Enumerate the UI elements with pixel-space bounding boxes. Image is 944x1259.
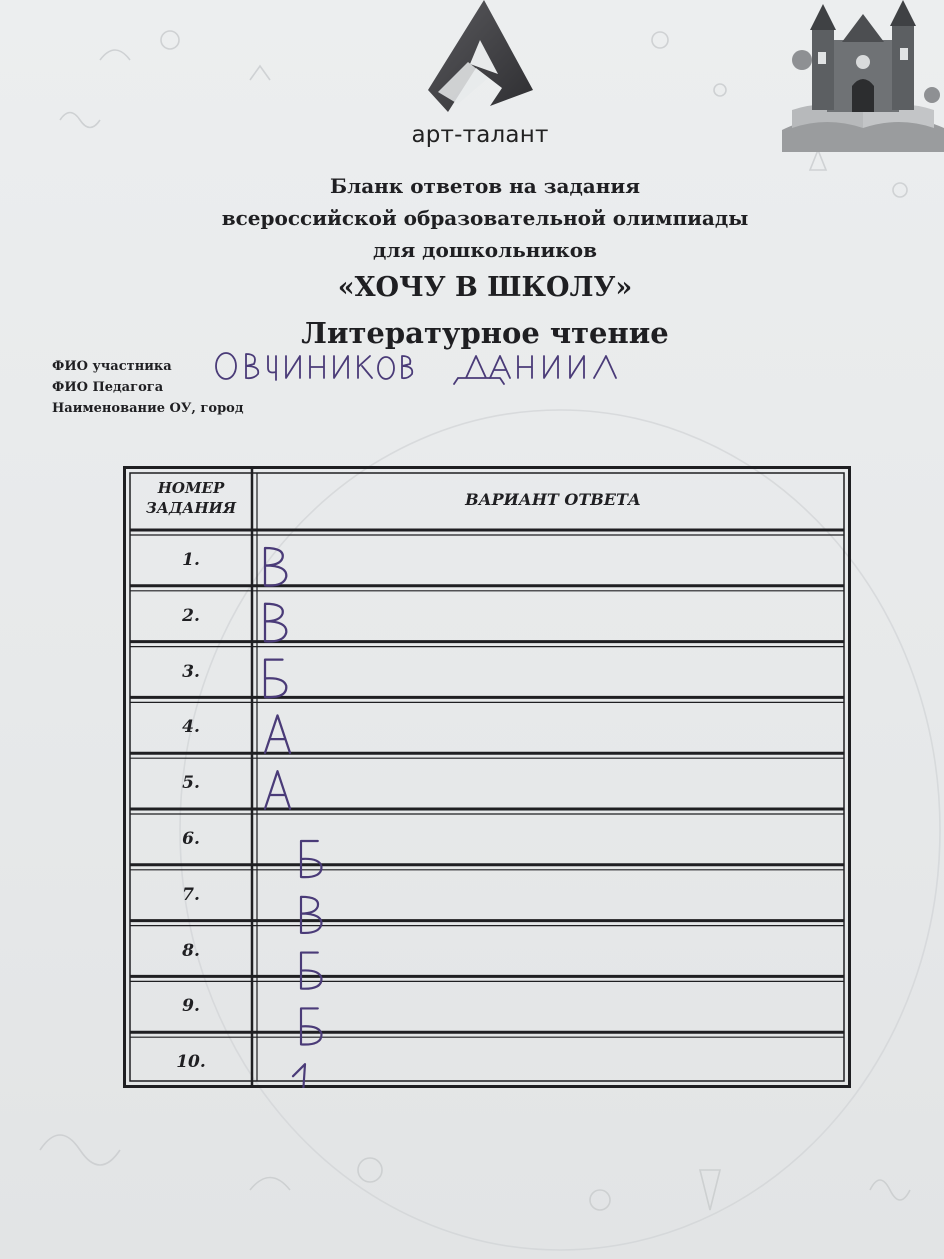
form-title-line-1: Бланк ответов на задания: [330, 174, 640, 198]
header-task-number: [130, 478, 252, 518]
task-number-9: 9.: [182, 996, 200, 1017]
header-answer-variant: ВАРИАНТ ОТВЕТА: [465, 490, 641, 509]
subject-title: Литературное чтение: [301, 316, 669, 350]
task-number-10: 10.: [176, 1052, 206, 1073]
task-number-8: 8.: [182, 940, 200, 961]
header-task-number-line-1: НОМЕР: [157, 479, 225, 497]
teacher-label: ФИО Педагога: [52, 380, 164, 395]
handwritten-answer-2: [265, 604, 286, 642]
task-number-1: 1.: [182, 550, 200, 570]
header-task-number-line-2: ЗАДАНИЯ: [145, 499, 237, 517]
task-number-3: 3.: [182, 661, 200, 682]
handwritten-answer-5: [265, 771, 290, 809]
form-title-line-2: всероссийской образовательной олимпиады: [221, 206, 749, 230]
school-label: Наименование ОУ, город: [52, 401, 244, 416]
castle-illustration: [782, 0, 944, 152]
task-number-4: 4.: [182, 717, 200, 738]
handwritten-answer-3: [265, 660, 286, 698]
handwritten-answer-6: [301, 841, 321, 877]
handwritten-answer-1: [265, 548, 286, 586]
handwritten-answer-9: [301, 1008, 321, 1044]
task-number-6: 6.: [182, 829, 200, 849]
olympiad-name: «ХОЧУ В ШКОЛУ»: [337, 272, 633, 303]
task-number-2: 2.: [182, 605, 200, 626]
task-number-7: 7.: [182, 884, 200, 905]
task-number-5: 5.: [182, 773, 200, 794]
participant-name-handwriting: [214, 344, 634, 390]
handwritten-answer-7: [301, 897, 321, 933]
form-title-line-3: для дошкольников: [373, 238, 597, 262]
handwritten-answer-10: [293, 1064, 305, 1088]
participant-label: ФИО участника: [52, 359, 172, 374]
art-talant-logo: [428, 0, 533, 112]
handwritten-answer-8: [301, 953, 321, 989]
brand-name: арт-талант: [411, 122, 549, 148]
handwritten-answer-4: [265, 715, 290, 753]
